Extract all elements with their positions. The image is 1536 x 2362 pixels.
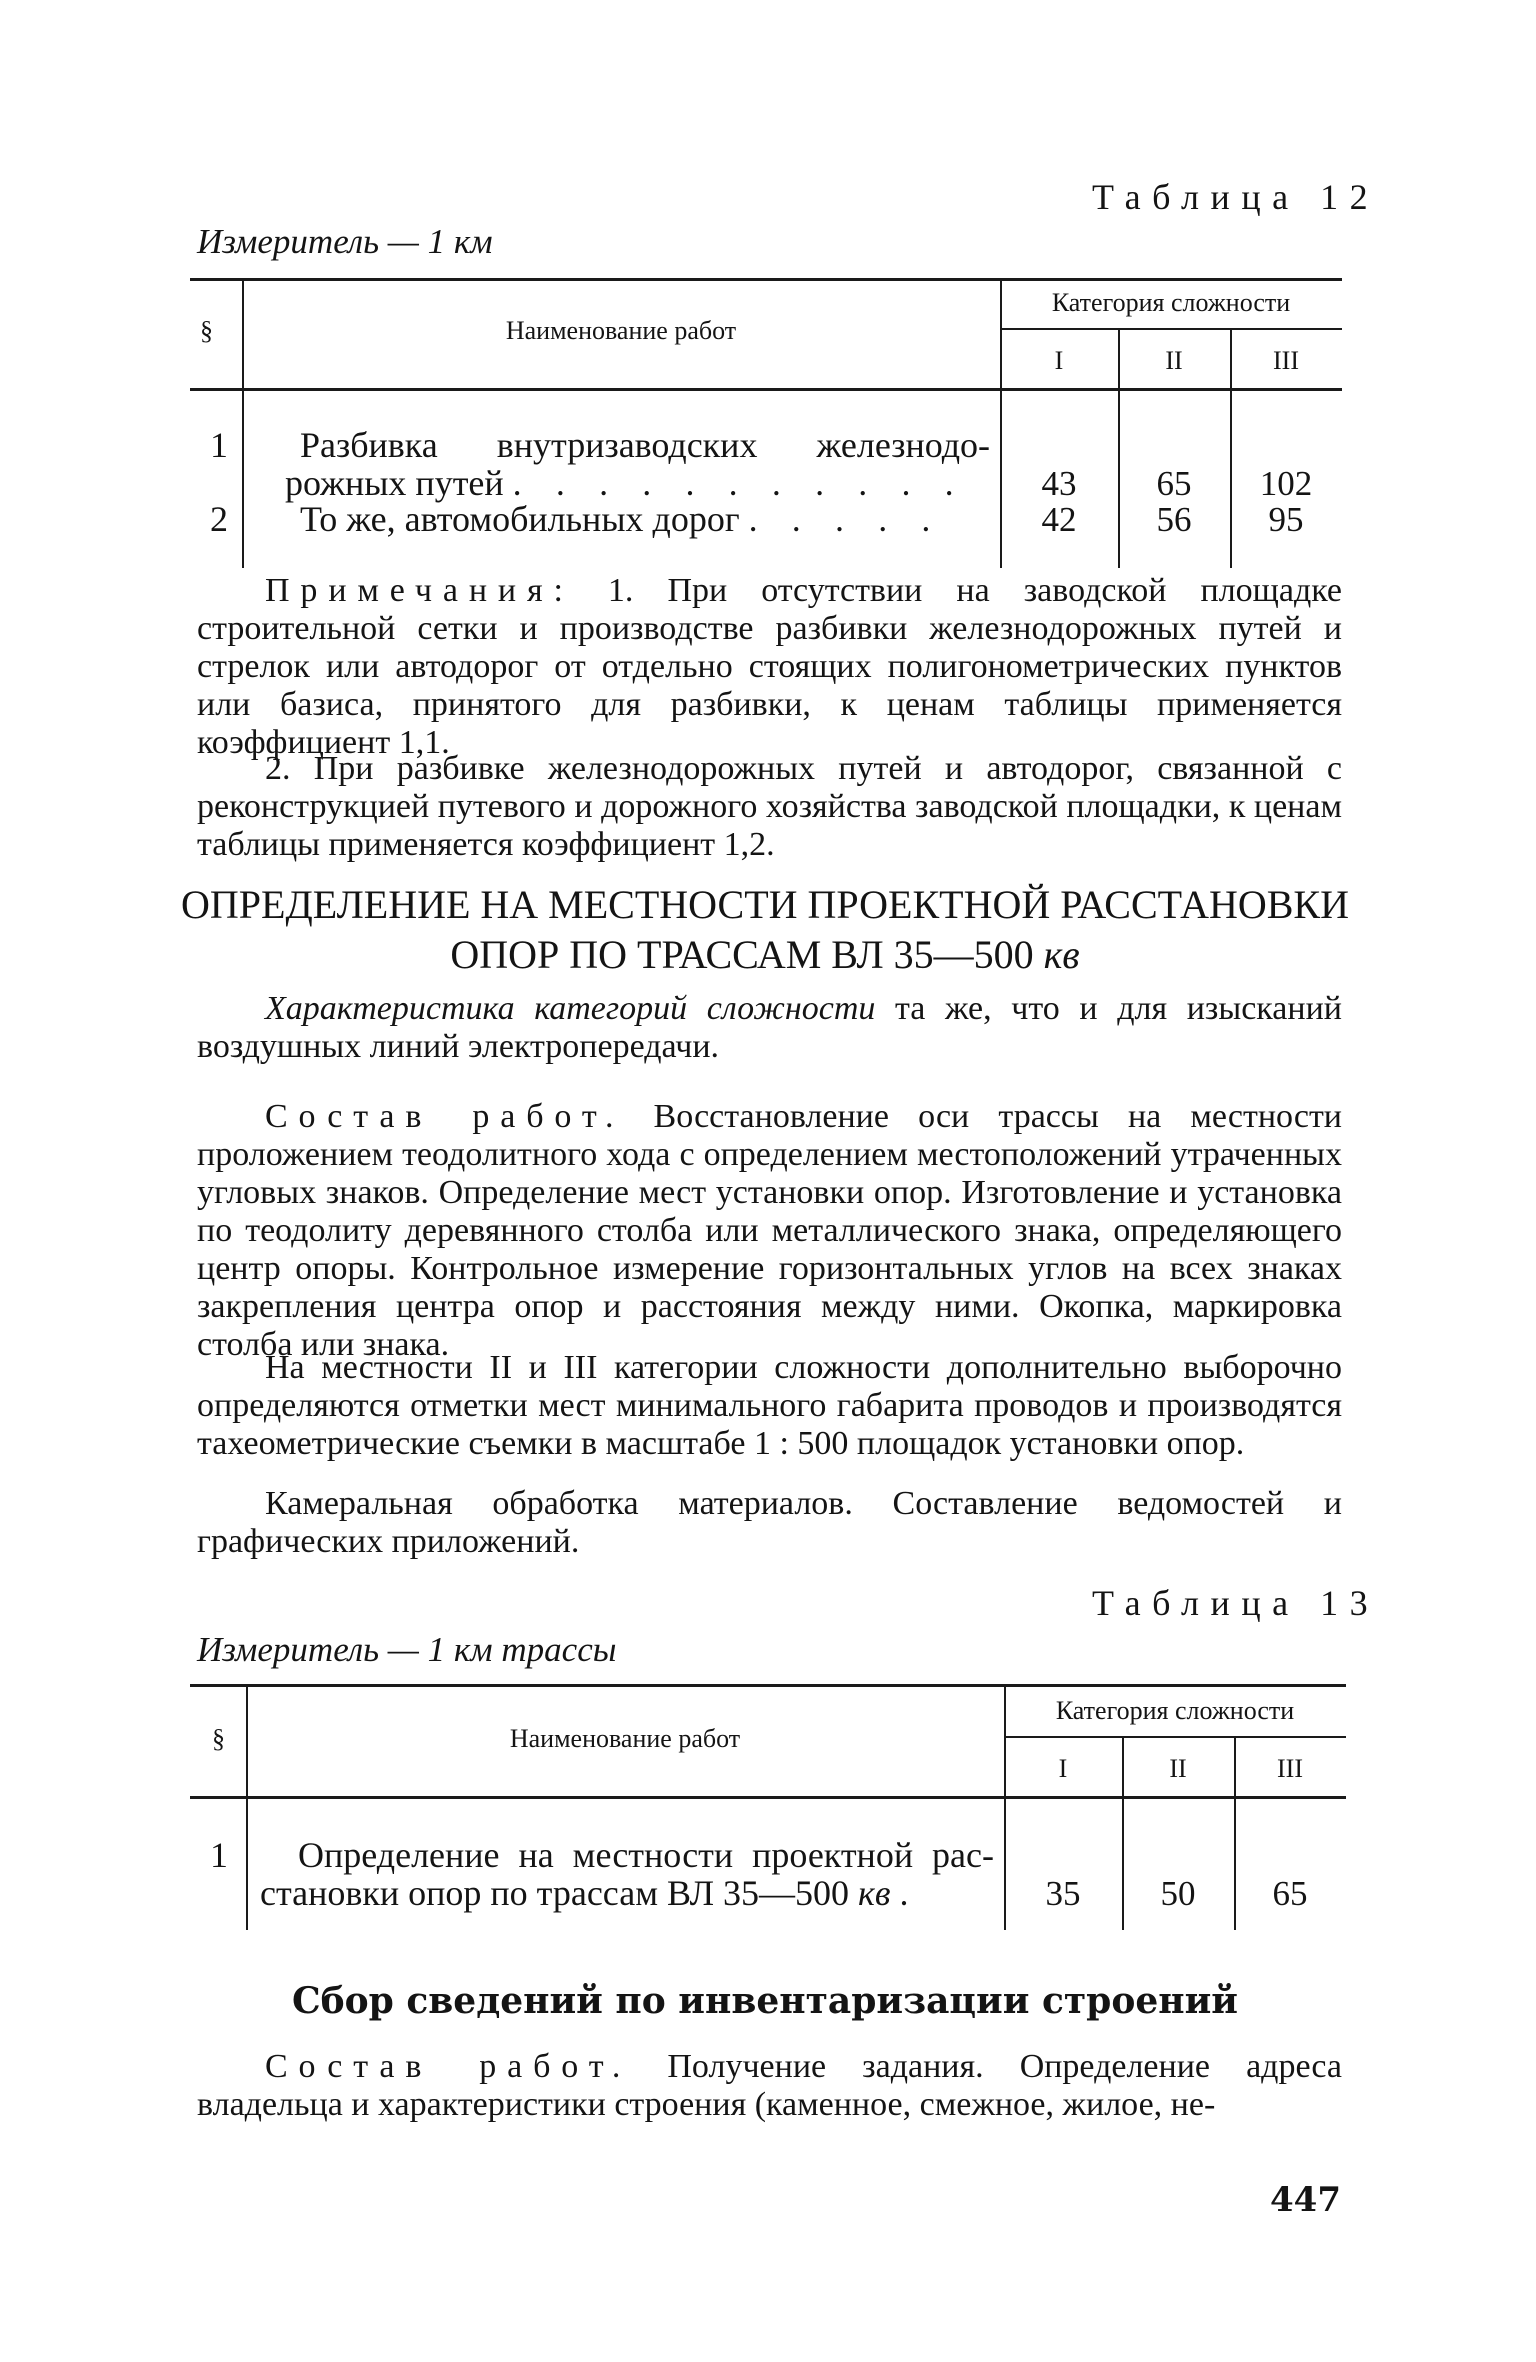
section1-heading-unit: кв <box>1043 932 1080 977</box>
table13-header-name: Наименование работ <box>509 1724 741 1753</box>
table12-header-cat1: I <box>1054 346 1064 375</box>
table13-row1-name-text: становки опор по трассам ВЛ 35—500 <box>260 1873 859 1913</box>
table12-row1-name-text: рожных путей <box>285 463 504 503</box>
table12-row2-cat1: 42 <box>1041 500 1077 539</box>
section1-characteristics-label: Характеристика категорий сложности <box>265 990 876 1027</box>
note-1 <box>197 572 1342 762</box>
table13-row1-name-line2 <box>260 1874 921 1912</box>
table12-category-rule <box>1000 328 1342 330</box>
section1-heading <box>150 880 1380 980</box>
table12-header-num: § <box>200 316 213 345</box>
table13-header-cat2: II <box>1169 1754 1187 1783</box>
table12-header-cat3: III <box>1273 346 1299 375</box>
table12-row2-cat2: 56 <box>1156 500 1192 539</box>
section1-characteristics-text: та же, что и для изысканий воздушных линий электропередачи. <box>197 990 1342 1065</box>
table12-row2-num: 2 <box>210 499 228 539</box>
table12-row2-name-text: То же, автомобильных дорог <box>300 499 740 539</box>
table12-row2-leader: . . . . . <box>748 499 943 539</box>
table12-row2-cat3: 95 <box>1268 500 1304 539</box>
table13-header-cat1: I <box>1058 1754 1068 1783</box>
section1-para3: Камеральная обработка материалов. Составление ведомостей и графических приложений. <box>197 1485 1342 1560</box>
table13 <box>190 1684 1346 1930</box>
section1-para2: На местности II и III категории сложности дополнительно выборочно определяются отметки мест минимального габарита проводов и производятся тахеометрические съемки в масштабе 1 : 500 площадок установки опор. <box>197 1349 1342 1462</box>
notes-label: Примечания: <box>265 572 574 609</box>
section1-heading-line2-text: ОПОР ПО ТРАССАМ ВЛ 35—500 <box>450 932 1044 977</box>
table13-category-rule <box>1004 1736 1346 1738</box>
table13-row1-num: 1 <box>210 1835 228 1875</box>
table12-row1-leader: . . . . . . . . . . . <box>512 463 967 503</box>
table13-header-category: Категория сложности <box>1055 1696 1295 1725</box>
table13-row1-leader: . <box>899 1873 922 1913</box>
table12-header-name: Наименование работ <box>505 316 737 345</box>
table13-title: Таблица 13 <box>1092 1583 1380 1623</box>
table12-header-rule <box>190 388 1342 391</box>
table13-top-rule <box>190 1684 1346 1687</box>
table13-row1-name-unit: кв <box>858 1873 891 1913</box>
table12 <box>190 278 1342 568</box>
table13-measure: Измеритель — 1 км трассы <box>197 1630 617 1669</box>
note-1-text: 1. При отсутствии на заводской площадке строительной сетки и производстве разбивки железнодорожных путей и стрелок или автодорог от отдельно стоящих полигонометрических пунктов или базиса, принятого для разбивки, к ценам таблицы применяется коэффициент 1,1. <box>197 572 1343 761</box>
table13-col-sep-1 <box>246 1684 248 1930</box>
section2-heading: Сбор сведений по инвентаризации строений <box>291 1980 1239 2022</box>
section2-composition-text: Получение задания. Определение адреса владельца и характеристики строения (каменное, смежное, жилое, не- <box>197 2048 1343 2123</box>
table13-row1-cat2: 50 <box>1160 1874 1196 1913</box>
table12-row1-num: 1 <box>210 425 228 465</box>
table12-row1-cat1: 43 <box>1041 464 1077 503</box>
section2-composition-label: Состав работ. <box>265 2048 632 2085</box>
section1-composition-text: Восстановление оси трассы на местности проложением теодолитного хода с определением местоположений утраченных угловых знаков. Определение мест установки опор. Изготовление и установка по теодолиту деревянного столба или металлического знака, определяющего центр опоры. Контрольное измерение горизонтальных углов на всех знаках закрепления центра опор и расстояния между ними. Окопка, маркировка столба или знака. <box>197 1098 1343 1363</box>
table12-title: Таблица 12 <box>1092 177 1380 217</box>
table12-header-category: Категория сложности <box>1051 288 1291 317</box>
section2-composition <box>197 2048 1342 2124</box>
table13-header-cat3: III <box>1277 1754 1303 1783</box>
table12-row1-cat3: 102 <box>1259 464 1313 503</box>
section1-composition-label: Состав работ. <box>265 1098 625 1135</box>
table13-row1-cat3: 65 <box>1272 1874 1308 1913</box>
table13-header-num: § <box>212 1724 225 1753</box>
table12-measure: Измеритель — 1 км <box>197 222 493 261</box>
table12-row1-cat2: 65 <box>1156 464 1192 503</box>
section1-composition <box>197 1098 1342 1364</box>
table13-row1-cat1: 35 <box>1045 1874 1081 1913</box>
table12-row1-name-line1: Разбивка внутризаводских железнодо- <box>300 425 990 465</box>
table13-header-rule <box>190 1796 1346 1799</box>
section1-heading-line2 <box>150 930 1380 980</box>
table12-top-rule <box>190 278 1342 281</box>
section1-heading-line1: ОПРЕДЕЛЕНИЕ НА МЕСТНОСТИ ПРОЕКТНОЙ РАССТАНОВКИ <box>180 882 1349 927</box>
table12-row1-name-line2 <box>285 464 966 502</box>
note-2: 2. При разбивке железнодорожных путей и автодорог, связанной с реконструкцией путевого и дорожного хозяйства заводской площадки, к ценам таблицы применяется коэффициент 1,2. <box>197 750 1342 863</box>
table12-row2-name <box>300 500 943 538</box>
page-number: 447 <box>1270 2180 1341 2220</box>
table12-header-cat2: II <box>1165 346 1183 375</box>
section1-characteristics <box>197 990 1342 1066</box>
table13-row1-name-line1: Определение на местности проектной рас- <box>298 1835 994 1875</box>
